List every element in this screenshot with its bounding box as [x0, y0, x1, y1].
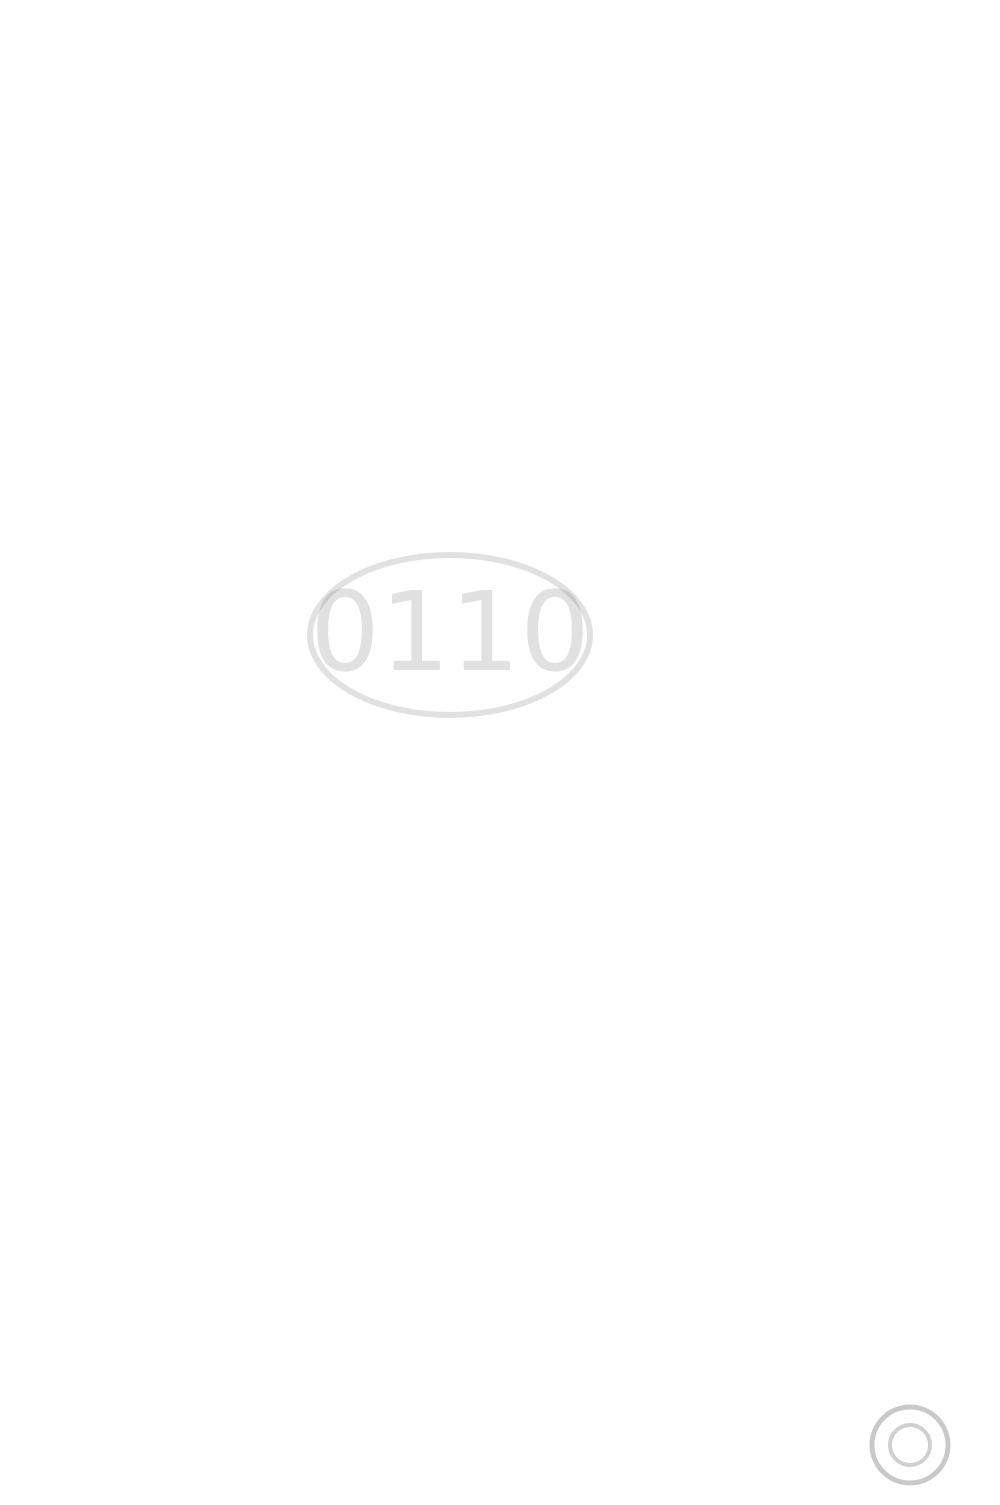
watermark-logo: [300, 545, 600, 725]
corner-logo: [835, 1400, 985, 1500]
svg-text:0110: 0110: [310, 568, 590, 696]
